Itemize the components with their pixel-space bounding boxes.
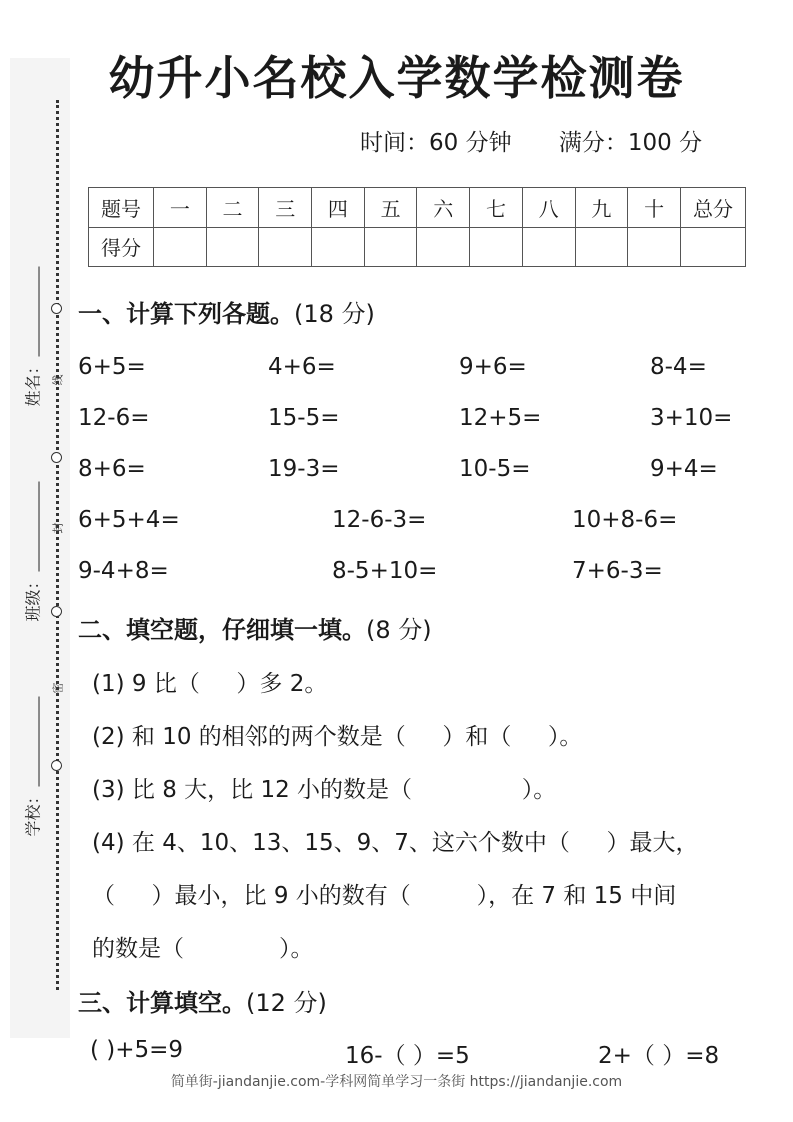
class-blank[interactable] xyxy=(25,481,40,571)
fill-question: (2) 和 10 的相邻的两个数是（ ）和（ ）。 xyxy=(92,724,583,750)
score-cell[interactable] xyxy=(312,227,365,267)
seal-char-seal: 封 xyxy=(51,522,65,534)
table-cell: 八 xyxy=(522,188,575,228)
table-cell: 七 xyxy=(470,188,523,228)
school-blank[interactable] xyxy=(25,696,40,786)
calc-problem: 8-4= xyxy=(650,354,707,380)
class-label: 班级： xyxy=(23,573,43,622)
score-table-score-row xyxy=(89,227,746,267)
name-field[interactable] xyxy=(21,266,44,406)
name-blank[interactable] xyxy=(25,266,40,356)
calc-problem: 7+6-3= xyxy=(572,558,663,584)
time-label: 时间：60 分钟 xyxy=(360,130,512,156)
calc-problem: 10-5= xyxy=(459,456,531,482)
calc-problem: 12-6-3= xyxy=(332,507,427,533)
calc-problem: 6+5+4= xyxy=(78,507,180,533)
school-field[interactable] xyxy=(21,696,44,836)
score-cell[interactable] xyxy=(681,227,746,267)
calc-problem: 10+8-6= xyxy=(572,507,678,533)
school-label: 学校： xyxy=(23,788,43,837)
score-cell[interactable] xyxy=(417,227,470,267)
score-cell[interactable] xyxy=(522,227,575,267)
calc-problem: 9+4= xyxy=(650,456,718,482)
calc-problem: 12-6= xyxy=(78,405,150,431)
table-cell: 二 xyxy=(206,188,259,228)
calc-problem: 19-3= xyxy=(268,456,340,482)
calc-problem: 9-4+8= xyxy=(78,558,169,584)
table-cell: 一 xyxy=(154,188,207,228)
name-label: 姓名： xyxy=(23,358,43,407)
table-cell: 十 xyxy=(628,188,681,228)
score-cell[interactable] xyxy=(628,227,681,267)
seal-dotted-line xyxy=(56,100,59,990)
table-cell: 四 xyxy=(312,188,365,228)
fill-question-cont: （ ）最小，比 9 小的数有（ ），在 7 和 15 中间 xyxy=(92,883,677,909)
score-table-header-row xyxy=(89,188,746,228)
table-cell: 六 xyxy=(417,188,470,228)
fill-question: (1) 9 比（ ）多 2。 xyxy=(92,671,328,697)
score-cell[interactable] xyxy=(206,227,259,267)
section-title: 三、计算填空。 xyxy=(78,989,246,1017)
score-cell[interactable] xyxy=(259,227,312,267)
table-cell: 总分 xyxy=(681,188,746,228)
fill-calc-problem: 16-（ ）=5 xyxy=(345,1043,470,1069)
section-heading xyxy=(78,294,375,329)
section-heading xyxy=(78,983,327,1018)
seal-char-line: 线 xyxy=(51,374,65,386)
table-cell: 题号 xyxy=(89,188,154,228)
calc-problem: 3+10= xyxy=(650,405,733,431)
binding-hole xyxy=(51,606,62,617)
fill-question-cont: 的数是（ ）。 xyxy=(92,936,314,962)
class-field[interactable] xyxy=(21,481,44,621)
calc-problem: 15-5= xyxy=(268,405,340,431)
exam-info xyxy=(360,124,742,157)
fill-calc-problem: 2+（ ）=8 xyxy=(598,1043,720,1069)
table-cell: 九 xyxy=(575,188,628,228)
score-table xyxy=(88,187,746,267)
fill-question: (4) 在 4、10、13、15、9、7、这六个数中（ ）最大， xyxy=(92,830,699,856)
binding-hole xyxy=(51,303,62,314)
binding-hole xyxy=(51,760,62,771)
calc-problem: 9+6= xyxy=(459,354,527,380)
score-cell[interactable] xyxy=(470,227,523,267)
section-points: (8 分) xyxy=(366,616,432,644)
section-heading xyxy=(78,610,432,645)
calc-problem: 8+6= xyxy=(78,456,146,482)
binding-hole xyxy=(51,452,62,463)
calc-problem: 4+6= xyxy=(268,354,336,380)
seal-char-close: 密 xyxy=(51,682,65,694)
full-score-label: 满分：100 分 xyxy=(558,130,703,156)
section-points: (18 分) xyxy=(294,300,375,328)
score-cell[interactable] xyxy=(575,227,628,267)
table-cell: 五 xyxy=(364,188,417,228)
fill-calc-problem: ( )+5=9 xyxy=(90,1037,184,1063)
section-title: 二、填空题，仔细填一填。 xyxy=(78,616,366,644)
footer-watermark: 简单街-jiandanjie.com-学科网简单学习一条街 https://jiandanjie.com xyxy=(170,1074,623,1090)
section-points: (12 分) xyxy=(246,989,327,1017)
calc-problem: 6+5= xyxy=(78,354,146,380)
section-title: 一、计算下列各题。 xyxy=(78,300,294,328)
table-cell: 得分 xyxy=(89,227,154,267)
fill-question: (3) 比 8 大，比 12 小的数是（ ）。 xyxy=(92,777,557,803)
score-cell[interactable] xyxy=(364,227,417,267)
table-cell: 三 xyxy=(259,188,312,228)
calc-problem: 12+5= xyxy=(459,405,542,431)
page-title: 幼升小名校入学数学检测卷 xyxy=(108,51,685,105)
score-cell[interactable] xyxy=(154,227,207,267)
calc-problem: 8-5+10= xyxy=(332,558,438,584)
